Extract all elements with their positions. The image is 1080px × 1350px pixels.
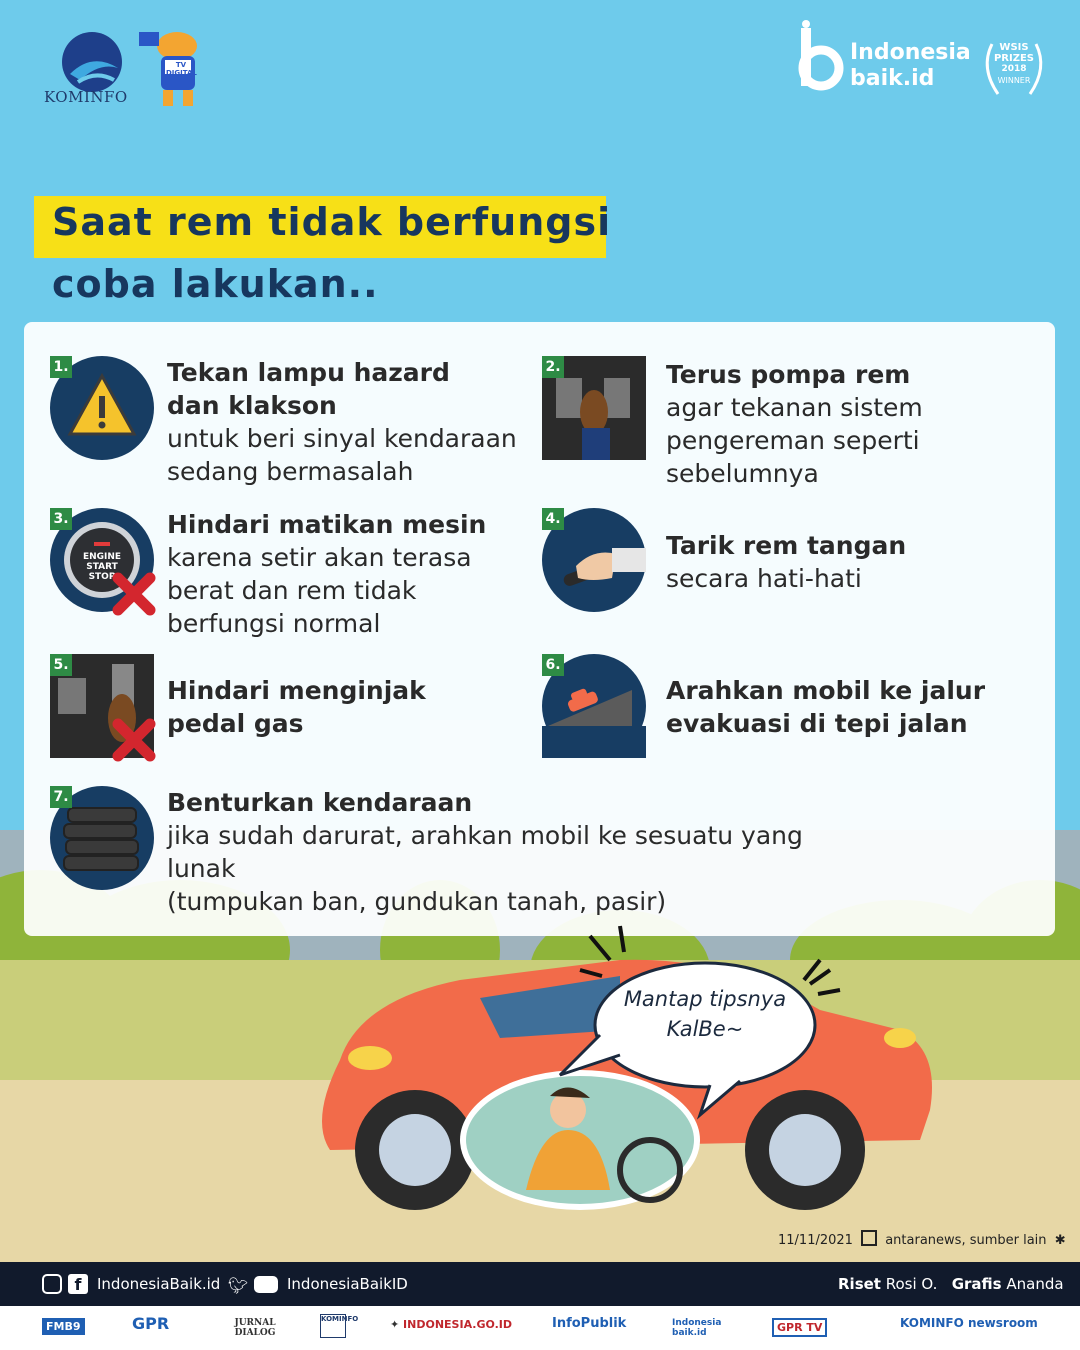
step-number: 6. [542, 654, 564, 676]
wsis-award-badge [978, 38, 1050, 100]
source-line [778, 1230, 1066, 1248]
mascot-badge-text: TV DIGITAL [166, 61, 197, 77]
step-number: 1. [50, 356, 72, 378]
step-text [167, 508, 527, 640]
riset-label: Riset [838, 1275, 881, 1293]
title-line-2: coba lakukan.. [52, 262, 379, 306]
partner-logo-text: INDONESIA.GO.ID [403, 1318, 512, 1331]
step-heading: Benturkan kendaraan [167, 788, 473, 817]
grafis-name: Ananda [1006, 1275, 1064, 1293]
riset-name: Rosi O. [885, 1275, 938, 1293]
social-handle-1[interactable]: IndonesiaBaik.id [97, 1275, 221, 1293]
engine-label-line: START [86, 562, 118, 572]
engine-label-line: STOP [88, 572, 116, 582]
brand-line-2: baik.id [850, 66, 935, 91]
steps-card [24, 322, 1055, 936]
partner-logo-indonesia-go-id[interactable] [390, 1318, 512, 1331]
facebook-icon[interactable]: f [68, 1274, 88, 1294]
step-number: 7. [50, 786, 72, 808]
partner-logo-kominfo-newsroom[interactable]: KOMINFO newsroom [900, 1316, 1038, 1330]
step-description: pengereman seperti [666, 426, 920, 455]
social-handle-2[interactable]: IndonesiaBaikID [287, 1275, 408, 1293]
calendar-icon [861, 1230, 877, 1246]
cross-icon [112, 572, 156, 616]
garuda-icon: ✦ [390, 1318, 404, 1331]
credits [838, 1275, 1064, 1293]
step-text [666, 529, 1026, 595]
partner-logo-kominfo[interactable]: KOMINFO [320, 1314, 346, 1338]
step-heading: Hindari matikan mesin [167, 510, 487, 539]
step-text [666, 358, 1026, 490]
step-text [167, 786, 867, 918]
step-text [167, 356, 527, 488]
partner-logo-indonesia-baik[interactable]: Indonesia baik.id [672, 1318, 722, 1338]
step-text [666, 674, 1046, 740]
step-description: jika sudah darurat, arahkan mobil ke sesuatu yang lunak [167, 821, 803, 883]
step-description: berat dan rem tidak [167, 576, 417, 605]
pin-icon: ✱ [1054, 1233, 1066, 1248]
step-heading: Hindari menginjak [167, 676, 426, 705]
step-description: sedang bermasalah [167, 457, 414, 486]
step-description: sebelumnya [666, 459, 819, 488]
indonesia-baik-logo-icon [795, 20, 855, 94]
step-heading: Tarik rem tangan [666, 531, 907, 560]
bubble-line-2: KalBe~ [666, 1017, 744, 1041]
youtube-icon[interactable] [254, 1276, 278, 1293]
indonesia-baik-brand [850, 40, 971, 92]
step-heading: pedal gas [167, 709, 304, 738]
step-heading: Tekan lampu hazard [167, 358, 450, 387]
cross-icon [112, 718, 156, 762]
grafis-label: Grafis [951, 1275, 1002, 1293]
partner-logo-gpr-tv[interactable]: GPR TV [772, 1318, 827, 1337]
step-description: untuk beri sinyal kendaraan [167, 424, 517, 453]
partner-logo-infopublik[interactable]: InfoPublik [552, 1316, 627, 1331]
speech-bubble-text [610, 984, 800, 1044]
step-description: secara hati-hati [666, 564, 862, 593]
step-heading: Arahkan mobil ke jalur [666, 676, 986, 705]
step-heading: Terus pompa rem [666, 360, 911, 389]
bubble-line-1: Mantap tipsnya [623, 987, 787, 1011]
step-description: karena setir akan terasa [167, 543, 472, 572]
step-number: 2. [542, 356, 564, 378]
step-text [167, 674, 527, 740]
step-heading: dan klakson [167, 391, 337, 420]
award-line-1: WSIS [999, 42, 1029, 53]
step-description: agar tekanan sistem [666, 393, 923, 422]
laurel-icon [978, 38, 1050, 100]
step-number: 5. [50, 654, 72, 676]
partner-logo-jurnal-dialog[interactable]: JURNAL DIALOG [234, 1318, 276, 1338]
engine-label-line: ENGINE [82, 552, 122, 562]
award-line-3: 2018 [1001, 64, 1027, 74]
step-number: 3. [50, 508, 72, 530]
source-text: antaranews, sumber lain [885, 1233, 1047, 1248]
step-number: 4. [542, 508, 564, 530]
partner-logo-fmb9[interactable]: FMB9 [42, 1318, 85, 1335]
partner-logo-gpr[interactable]: GPR [132, 1314, 170, 1333]
award-line-2: PRIZES [993, 53, 1035, 64]
step-heading: evakuasi di tepi jalan [666, 709, 968, 738]
title-line-1: Saat rem tidak berfungsi [52, 200, 612, 244]
kominfo-label: KOMINFO [44, 88, 128, 106]
brand-line-1: Indonesia [850, 40, 971, 65]
step-description: berfungsi normal [167, 609, 381, 638]
source-date: 11/11/2021 [778, 1233, 853, 1248]
award-line-4: WINNER [997, 76, 1031, 85]
step-description: (tumpukan ban, gundukan tanah, pasir) [167, 887, 667, 916]
twitter-icon[interactable]: 🐦︎ [228, 1276, 249, 1295]
instagram-icon[interactable] [42, 1274, 62, 1294]
